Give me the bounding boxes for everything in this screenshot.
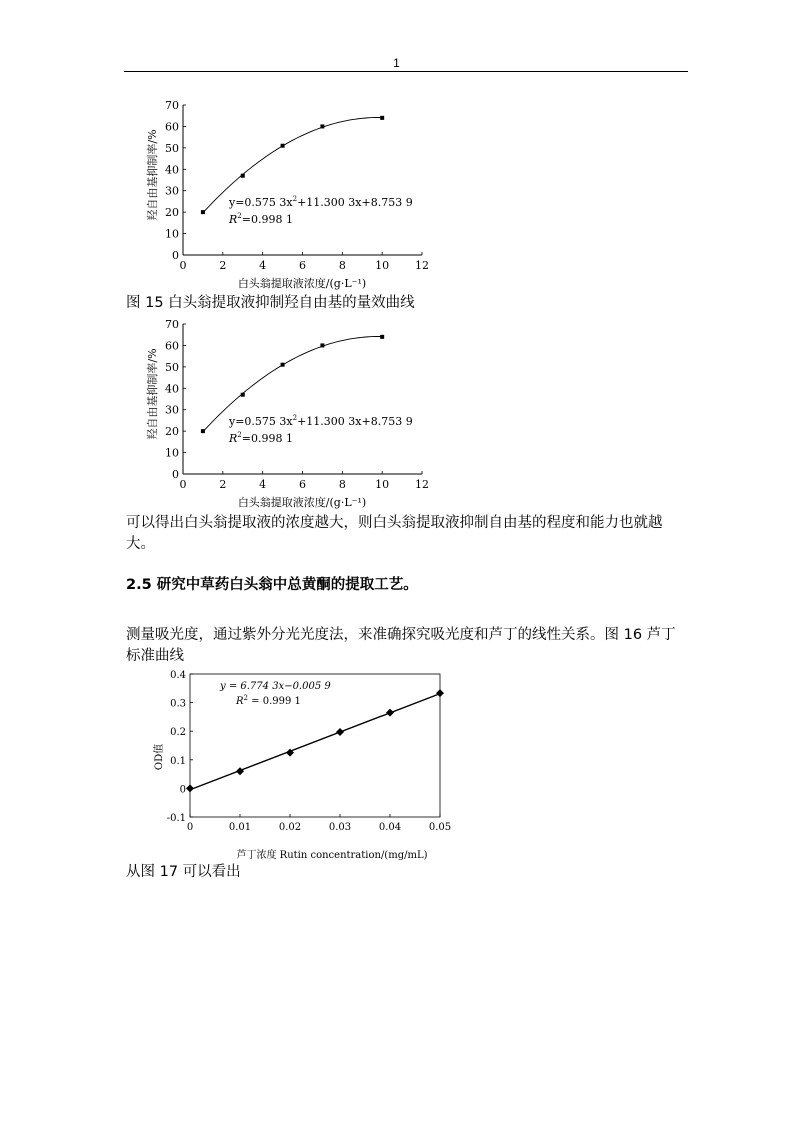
header-rule <box>124 71 688 72</box>
fig15-ylabel-group <box>145 129 159 220</box>
section-heading-2-5: 2.5 研究中草药白头翁中总黄酮的提取工艺。 <box>126 577 418 593</box>
fig16-xtick-label-4: 0.04 <box>378 822 402 833</box>
fig16-ytick-label-5: 0.4 <box>170 670 186 681</box>
fig15-chart <box>126 95 446 295</box>
fig15b-xtick-label-5: 10 <box>375 478 390 491</box>
fig15-ytick-label-0: 0 <box>172 249 179 262</box>
fig16-ylabel: OD值 <box>154 743 165 771</box>
fig16-ytick-label-4: 0.3 <box>170 698 186 710</box>
fig15-r2: $R^2=0.998$ 1 <box>229 212 293 226</box>
fig15b-point-0 <box>201 429 205 433</box>
fig15b-point-4 <box>380 335 384 339</box>
fig16-fit-line <box>190 694 440 790</box>
fig15-ytick-label-3: 30 <box>165 184 179 198</box>
fig15b-ylabel-group <box>145 348 159 439</box>
fig15-point-3 <box>320 124 324 128</box>
fig15-point-4 <box>380 116 384 120</box>
fig15b-ytick-label-6: 60 <box>165 339 179 353</box>
fig16-plot-frame <box>190 674 440 817</box>
fig15-point-2 <box>281 144 285 148</box>
fig15-xtick-label-1: 2 <box>219 259 227 272</box>
fig15b-ytick-label-1: 10 <box>165 446 179 460</box>
fig15-xlabel: 白头翁提取液浓度/(g·L⁻¹) <box>237 277 367 290</box>
fig15-xtick-label-5: 10 <box>375 259 390 272</box>
fig15b-xtick-label-6: 12 <box>415 478 429 491</box>
fig16-xtick-label-5: 0.05 <box>428 822 452 833</box>
fig15b-point-2 <box>281 363 285 367</box>
fig15b-ytick-label-2: 20 <box>165 425 179 439</box>
fig15b-ytick-label-3: 30 <box>165 403 179 417</box>
fig15-xtick-label-0: 0 <box>179 259 187 272</box>
fig15-ytick-label-6: 60 <box>165 120 179 134</box>
fig16-xtick-label-3: 0.03 <box>328 822 352 833</box>
fig15b-ytick-label-7: 70 <box>165 318 179 331</box>
fig16-ytick-label-2: 0.1 <box>170 755 186 767</box>
fig15-xtick-label-3: 6 <box>299 259 306 272</box>
fig17-paragraph: 从图 17 可以看出 <box>126 864 241 880</box>
fig15b-xtick-label-1: 2 <box>219 478 227 491</box>
fig16-ytick-label-0: -0.1 <box>166 813 186 824</box>
fig15b-ytick-label-5: 50 <box>165 360 179 374</box>
fig15b-xlabel: 白头翁提取液浓度/(g·L⁻¹) <box>237 496 367 509</box>
fig16-chart <box>126 664 476 864</box>
fig15b-xtick-label-3: 6 <box>299 478 306 491</box>
fig15-xtick-label-2: 4 <box>259 259 267 272</box>
fig16-xtick-label-0: 0 <box>186 822 194 833</box>
fig15-point-0 <box>201 210 205 214</box>
fig16-point-1 <box>236 767 244 775</box>
fig15-ytick-label-2: 20 <box>165 206 179 220</box>
fig16-point-5 <box>436 689 444 697</box>
fig15-caption: 图 15 白头翁提取液抑制羟自由基的量效曲线 <box>126 295 415 311</box>
fig15-point-1 <box>241 174 245 178</box>
fig15b-xtick-label-2: 4 <box>259 478 267 491</box>
fig16-xtick-label-2: 0.02 <box>278 822 302 833</box>
page-number: 1 <box>393 56 400 70</box>
fig15b-chart <box>126 314 446 514</box>
fig16-point-4 <box>386 709 394 717</box>
conclusion-paragraph: 可以得出白头翁提取液的浓度越大，则白头翁提取液抑制自由基的程度和能力也就越大。 <box>126 515 663 552</box>
fig15b-point-1 <box>241 393 245 397</box>
fig15-ylabel: 羟自由基抑制率/% <box>146 129 159 221</box>
fig16-xtick-label-1: 0.01 <box>228 822 252 833</box>
fig16-point-3 <box>336 728 344 736</box>
method-paragraph: 测量吸光度，通过紫外分光光度法，来准确探究吸光度和芦丁的线性关系。图 16 芦丁标准曲线 <box>126 627 676 664</box>
fig15-ytick-label-7: 70 <box>165 99 179 112</box>
fig15b-point-3 <box>320 343 324 347</box>
fig15-ytick-label-5: 50 <box>165 141 179 155</box>
fig16-ytick-label-1: 0 <box>179 784 186 796</box>
fig15b-r2: $R^2=0.998$ 1 <box>229 431 293 445</box>
fig15-equation: y=0.575 $3x^2+11.300$ 3x+8.753 9 <box>229 195 413 209</box>
fig16-ylabel-group <box>152 744 165 770</box>
fig15-ytick-label-4: 40 <box>165 163 179 177</box>
fig16-xlabel: 芦丁浓度 Rutin concentration/(mg/mL) <box>236 850 428 861</box>
fig15b-equation: y=0.575 $3x^2+11.300$ 3x+8.753 9 <box>229 414 413 428</box>
fig15b-xtick-label-0: 0 <box>179 478 187 491</box>
fig15b-ytick-label-4: 40 <box>165 382 179 396</box>
fig15-xtick-label-6: 12 <box>415 259 429 272</box>
fig15b-ytick-label-0: 0 <box>172 468 179 481</box>
fig16-equation: y = 6.774 3x−0.005 9 <box>220 681 331 692</box>
fig16-point-0 <box>186 784 194 792</box>
fig16-r2: $R^2 = 0.999$ 1 <box>236 694 301 707</box>
fig15-ytick-label-1: 10 <box>165 227 179 241</box>
fig15b-xtick-label-4: 8 <box>338 478 346 491</box>
fig15-xtick-label-4: 8 <box>338 259 346 272</box>
fig15b-ylabel: 羟自由基抑制率/% <box>146 348 159 440</box>
fig16-ytick-label-3: 0.2 <box>170 727 186 739</box>
